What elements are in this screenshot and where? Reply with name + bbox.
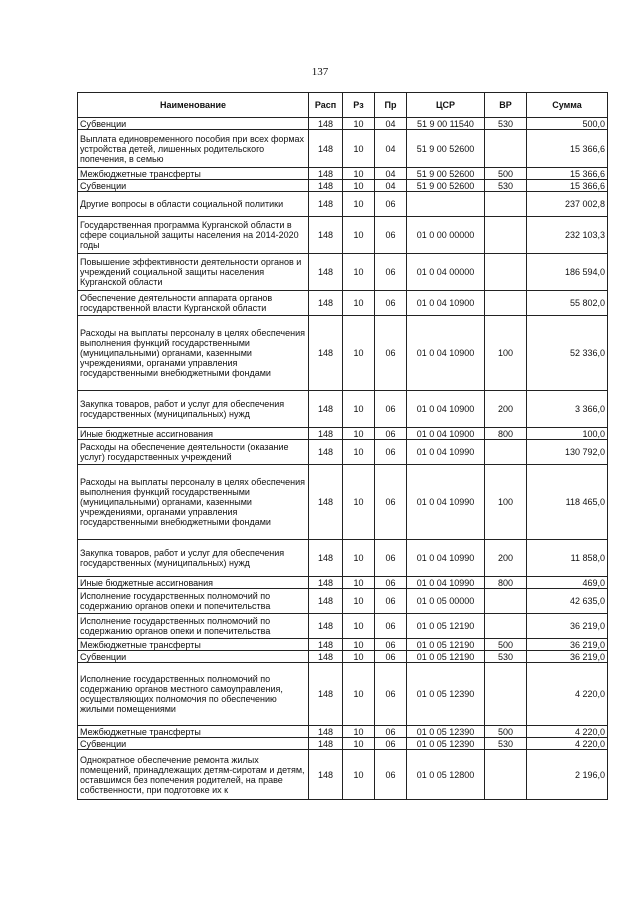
cell-vr: 500 bbox=[485, 168, 527, 180]
table-row bbox=[78, 168, 608, 180]
cell-sum: 2 196,0 bbox=[527, 750, 608, 800]
cell-sum: 237 002,8 bbox=[527, 192, 608, 217]
cell-rz: 10 bbox=[343, 639, 375, 651]
cell-rz: 10 bbox=[343, 118, 375, 130]
cell-name: Повышение эффективности деятельности органов и учреждений социальной защиты населения Курганской области bbox=[78, 254, 309, 291]
cell-vr bbox=[485, 750, 527, 800]
cell-rz: 10 bbox=[343, 540, 375, 577]
cell-sum: 130 792,0 bbox=[527, 440, 608, 465]
cell-vr: 530 bbox=[485, 651, 527, 663]
cell-name: Иные бюджетные ассигнования bbox=[78, 577, 309, 589]
cell-vr: 500 bbox=[485, 726, 527, 738]
cell-rz: 10 bbox=[343, 726, 375, 738]
cell-rz: 10 bbox=[343, 168, 375, 180]
cell-name: Исполнение государственных полномочий по содержанию органов опеки и попечительства bbox=[78, 614, 309, 639]
cell-csr: 01 0 05 12190 bbox=[407, 639, 485, 651]
cell-pr: 06 bbox=[375, 291, 407, 316]
table-row bbox=[78, 291, 608, 316]
cell-sum: 4 220,0 bbox=[527, 726, 608, 738]
cell-rasp: 148 bbox=[309, 589, 343, 614]
cell-vr bbox=[485, 192, 527, 217]
cell-pr: 06 bbox=[375, 589, 407, 614]
cell-vr: 200 bbox=[485, 540, 527, 577]
cell-sum: 42 635,0 bbox=[527, 589, 608, 614]
cell-rz: 10 bbox=[343, 130, 375, 168]
cell-sum: 4 220,0 bbox=[527, 663, 608, 726]
cell-pr: 04 bbox=[375, 180, 407, 192]
cell-pr: 06 bbox=[375, 726, 407, 738]
cell-csr: 01 0 05 12190 bbox=[407, 614, 485, 639]
cell-pr: 06 bbox=[375, 254, 407, 291]
table-row bbox=[78, 428, 608, 440]
cell-csr: 01 0 04 10990 bbox=[407, 440, 485, 465]
cell-rz: 10 bbox=[343, 192, 375, 217]
cell-csr: 01 0 04 00000 bbox=[407, 254, 485, 291]
table-row bbox=[78, 180, 608, 192]
cell-csr: 01 0 04 10900 bbox=[407, 316, 485, 391]
cell-csr: 01 0 04 10900 bbox=[407, 428, 485, 440]
cell-rz: 10 bbox=[343, 217, 375, 254]
cell-sum: 100,0 bbox=[527, 428, 608, 440]
column-header-sum: Сумма bbox=[527, 93, 608, 118]
cell-name: Субвенции bbox=[78, 180, 309, 192]
cell-pr: 06 bbox=[375, 428, 407, 440]
cell-rz: 10 bbox=[343, 428, 375, 440]
cell-sum: 118 465,0 bbox=[527, 465, 608, 540]
cell-rz: 10 bbox=[343, 738, 375, 750]
cell-name: Межбюджетные трансферты bbox=[78, 168, 309, 180]
cell-vr bbox=[485, 217, 527, 254]
table-row bbox=[78, 750, 608, 800]
cell-csr bbox=[407, 192, 485, 217]
cell-rz: 10 bbox=[343, 291, 375, 316]
table-row bbox=[78, 217, 608, 254]
table-row bbox=[78, 465, 608, 540]
cell-pr: 06 bbox=[375, 738, 407, 750]
cell-rasp: 148 bbox=[309, 663, 343, 726]
cell-rz: 10 bbox=[343, 663, 375, 726]
table-row bbox=[78, 639, 608, 651]
table-row bbox=[78, 254, 608, 291]
cell-csr: 51 9 00 52600 bbox=[407, 130, 485, 168]
cell-rz: 10 bbox=[343, 440, 375, 465]
column-header-pr: Пр bbox=[375, 93, 407, 118]
cell-sum: 3 366,0 bbox=[527, 391, 608, 428]
cell-vr: 200 bbox=[485, 391, 527, 428]
cell-pr: 06 bbox=[375, 651, 407, 663]
cell-vr bbox=[485, 254, 527, 291]
cell-pr: 04 bbox=[375, 168, 407, 180]
cell-name: Однократное обеспечение ремонта жилых помещений, принадлежащих детям-сиротам и детям, оставшимся без попечения родителей, на праве собственности, при подготовке их к bbox=[78, 750, 309, 800]
cell-pr: 06 bbox=[375, 440, 407, 465]
table-row bbox=[78, 540, 608, 577]
cell-pr: 06 bbox=[375, 639, 407, 651]
cell-pr: 06 bbox=[375, 614, 407, 639]
cell-sum: 55 802,0 bbox=[527, 291, 608, 316]
cell-csr: 51 9 00 11540 bbox=[407, 118, 485, 130]
table-header-row bbox=[78, 93, 608, 118]
cell-rasp: 148 bbox=[309, 738, 343, 750]
cell-csr: 01 0 00 00000 bbox=[407, 217, 485, 254]
table-row bbox=[78, 651, 608, 663]
cell-rasp: 148 bbox=[309, 168, 343, 180]
cell-rasp: 148 bbox=[309, 130, 343, 168]
cell-rz: 10 bbox=[343, 651, 375, 663]
cell-rasp: 148 bbox=[309, 465, 343, 540]
cell-sum: 500,0 bbox=[527, 118, 608, 130]
cell-sum: 36 219,0 bbox=[527, 651, 608, 663]
column-header-name: Наименование bbox=[78, 93, 309, 118]
cell-rz: 10 bbox=[343, 577, 375, 589]
cell-csr: 01 0 04 10900 bbox=[407, 291, 485, 316]
cell-sum: 36 219,0 bbox=[527, 639, 608, 651]
cell-sum: 15 366,6 bbox=[527, 180, 608, 192]
cell-csr: 51 9 00 52600 bbox=[407, 180, 485, 192]
cell-rasp: 148 bbox=[309, 428, 343, 440]
cell-sum: 52 336,0 bbox=[527, 316, 608, 391]
column-header-rz: Рз bbox=[343, 93, 375, 118]
cell-csr: 01 0 04 10900 bbox=[407, 391, 485, 428]
cell-name: Закупка товаров, работ и услуг для обеспечения государственных (муниципальных) нужд bbox=[78, 391, 309, 428]
cell-csr: 01 0 04 10990 bbox=[407, 465, 485, 540]
cell-vr: 100 bbox=[485, 316, 527, 391]
cell-csr: 01 0 05 12800 bbox=[407, 750, 485, 800]
table-body bbox=[78, 118, 608, 800]
cell-vr bbox=[485, 440, 527, 465]
cell-name: Расходы на выплаты персоналу в целях обеспечения выполнения функций государственными (муниципальными) органами, казенными учреждениями, органами управления государственными внебюджетными фондами bbox=[78, 316, 309, 391]
cell-rasp: 148 bbox=[309, 291, 343, 316]
cell-vr bbox=[485, 663, 527, 726]
table-row bbox=[78, 614, 608, 639]
cell-sum: 15 366,6 bbox=[527, 168, 608, 180]
cell-pr: 06 bbox=[375, 577, 407, 589]
cell-name: Другие вопросы в области социальной политики bbox=[78, 192, 309, 217]
cell-name: Закупка товаров, работ и услуг для обеспечения государственных (муниципальных) нужд bbox=[78, 540, 309, 577]
table-row bbox=[78, 663, 608, 726]
cell-pr: 04 bbox=[375, 130, 407, 168]
table-row bbox=[78, 391, 608, 428]
cell-vr: 530 bbox=[485, 118, 527, 130]
cell-csr: 01 0 05 12390 bbox=[407, 738, 485, 750]
column-header-vr: ВР bbox=[485, 93, 527, 118]
table-row bbox=[78, 316, 608, 391]
cell-rasp: 148 bbox=[309, 391, 343, 428]
table-row bbox=[78, 192, 608, 217]
column-header-csr: ЦСР bbox=[407, 93, 485, 118]
cell-name: Иные бюджетные ассигнования bbox=[78, 428, 309, 440]
cell-pr: 06 bbox=[375, 217, 407, 254]
cell-pr: 06 bbox=[375, 750, 407, 800]
cell-name: Межбюджетные трансферты bbox=[78, 726, 309, 738]
cell-vr bbox=[485, 291, 527, 316]
table-row bbox=[78, 440, 608, 465]
cell-pr: 06 bbox=[375, 192, 407, 217]
cell-rasp: 148 bbox=[309, 254, 343, 291]
cell-rasp: 148 bbox=[309, 577, 343, 589]
cell-name: Субвенции bbox=[78, 738, 309, 750]
cell-rz: 10 bbox=[343, 316, 375, 391]
cell-name: Исполнение государственных полномочий по содержанию органов местного самоуправления, осуществляющих полномочия по обеспечению жилыми помещениями bbox=[78, 663, 309, 726]
column-header-rasp: Расп bbox=[309, 93, 343, 118]
table-row bbox=[78, 738, 608, 750]
cell-sum: 186 594,0 bbox=[527, 254, 608, 291]
cell-rasp: 148 bbox=[309, 118, 343, 130]
cell-pr: 06 bbox=[375, 540, 407, 577]
cell-name: Субвенции bbox=[78, 651, 309, 663]
table-row bbox=[78, 589, 608, 614]
cell-rz: 10 bbox=[343, 391, 375, 428]
cell-vr bbox=[485, 614, 527, 639]
cell-sum: 232 103,3 bbox=[527, 217, 608, 254]
cell-rasp: 148 bbox=[309, 192, 343, 217]
cell-rasp: 148 bbox=[309, 614, 343, 639]
page-number: 137 bbox=[311, 66, 329, 78]
cell-name: Расходы на обеспечение деятельности (оказание услуг) государственных учреждений bbox=[78, 440, 309, 465]
cell-name: Исполнение государственных полномочий по содержанию органов опеки и попечительства bbox=[78, 589, 309, 614]
cell-vr: 530 bbox=[485, 738, 527, 750]
cell-rasp: 148 bbox=[309, 217, 343, 254]
cell-csr: 51 9 00 52600 bbox=[407, 168, 485, 180]
cell-vr bbox=[485, 589, 527, 614]
cell-sum: 15 366,6 bbox=[527, 130, 608, 168]
cell-rz: 10 bbox=[343, 614, 375, 639]
table-row bbox=[78, 130, 608, 168]
cell-csr: 01 0 04 10990 bbox=[407, 540, 485, 577]
cell-vr: 500 bbox=[485, 639, 527, 651]
cell-sum: 36 219,0 bbox=[527, 614, 608, 639]
cell-name: Расходы на выплаты персоналу в целях обеспечения выполнения функций государственными (муниципальными) органами, казенными учреждениями, органами управления государственными внебюджетными фондами bbox=[78, 465, 309, 540]
cell-sum: 4 220,0 bbox=[527, 738, 608, 750]
cell-rasp: 148 bbox=[309, 639, 343, 651]
table-row bbox=[78, 118, 608, 130]
cell-csr: 01 0 04 10990 bbox=[407, 577, 485, 589]
cell-rasp: 148 bbox=[309, 540, 343, 577]
table-row bbox=[78, 577, 608, 589]
cell-rasp: 148 bbox=[309, 726, 343, 738]
cell-pr: 06 bbox=[375, 465, 407, 540]
cell-pr: 04 bbox=[375, 118, 407, 130]
cell-rz: 10 bbox=[343, 180, 375, 192]
cell-sum: 469,0 bbox=[527, 577, 608, 589]
cell-vr: 100 bbox=[485, 465, 527, 540]
cell-vr: 530 bbox=[485, 180, 527, 192]
cell-rz: 10 bbox=[343, 589, 375, 614]
cell-name: Выплата единовременного пособия при всех формах устройства детей, лишенных родительского попечения, в семью bbox=[78, 130, 309, 168]
budget-table bbox=[77, 92, 608, 800]
cell-name: Обеспечение деятельности аппарата органов государственной власти Курганской области bbox=[78, 291, 309, 316]
cell-rasp: 148 bbox=[309, 651, 343, 663]
cell-sum: 11 858,0 bbox=[527, 540, 608, 577]
cell-rasp: 148 bbox=[309, 750, 343, 800]
cell-rz: 10 bbox=[343, 750, 375, 800]
cell-csr: 01 0 05 00000 bbox=[407, 589, 485, 614]
cell-vr: 800 bbox=[485, 577, 527, 589]
cell-csr: 01 0 05 12390 bbox=[407, 726, 485, 738]
cell-name: Субвенции bbox=[78, 118, 309, 130]
cell-rz: 10 bbox=[343, 465, 375, 540]
cell-rasp: 148 bbox=[309, 180, 343, 192]
cell-name: Государственная программа Курганской области в сфере социальной защиты населения на 2014-2020 годы bbox=[78, 217, 309, 254]
cell-name: Межбюджетные трансферты bbox=[78, 639, 309, 651]
cell-rasp: 148 bbox=[309, 440, 343, 465]
cell-pr: 06 bbox=[375, 391, 407, 428]
table-row bbox=[78, 726, 608, 738]
cell-csr: 01 0 05 12190 bbox=[407, 651, 485, 663]
cell-csr: 01 0 05 12390 bbox=[407, 663, 485, 726]
cell-pr: 06 bbox=[375, 316, 407, 391]
cell-rz: 10 bbox=[343, 254, 375, 291]
cell-pr: 06 bbox=[375, 663, 407, 726]
cell-vr bbox=[485, 130, 527, 168]
cell-rasp: 148 bbox=[309, 316, 343, 391]
cell-vr: 800 bbox=[485, 428, 527, 440]
